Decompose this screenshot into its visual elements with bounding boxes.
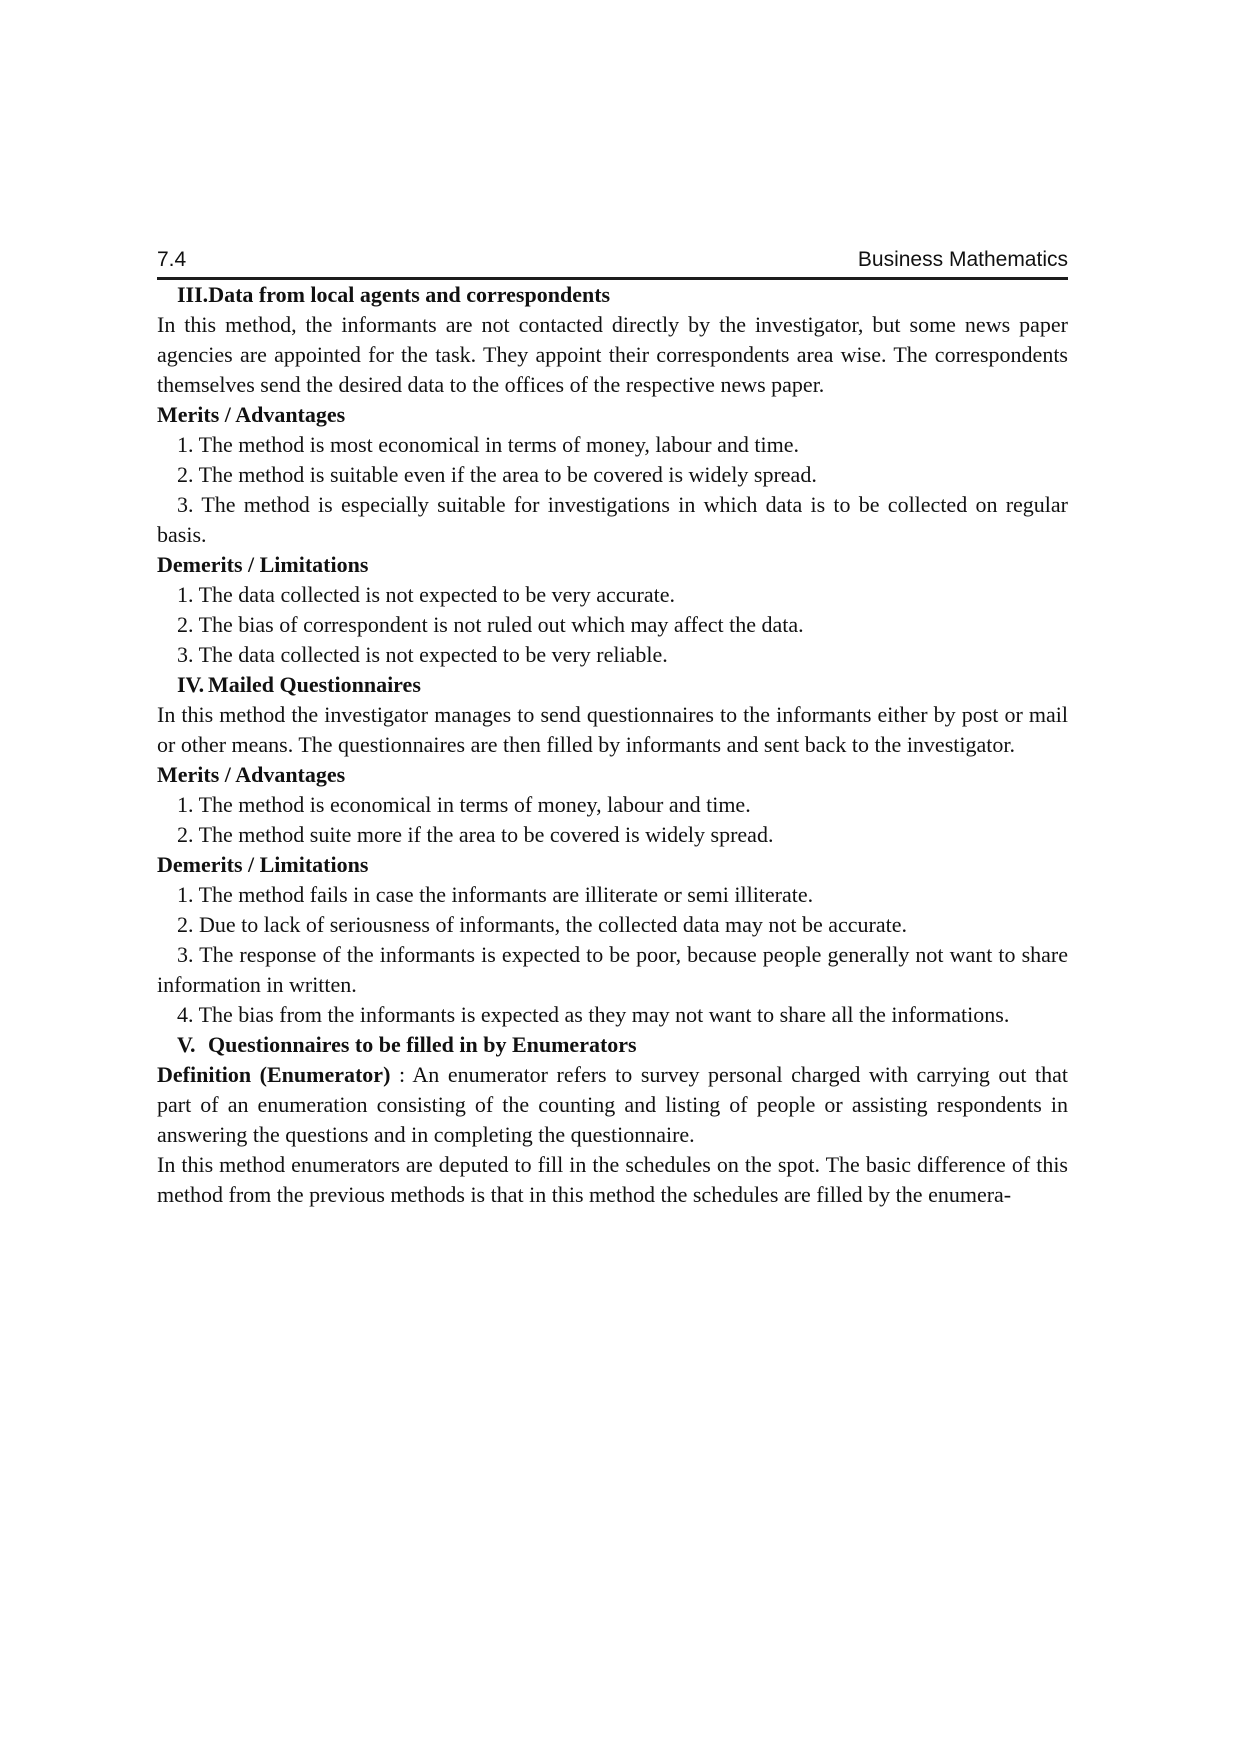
section-title: Questionnaires to be filled in by Enumerators [208, 1032, 637, 1057]
list-item: 3. The method is especially suitable for investigations in which data is to be collected on regular basis. [157, 492, 1068, 547]
section-numeral: III. [177, 282, 209, 307]
paragraph [157, 1060, 1068, 1150]
list-item: 2. The bias of correspondent is not ruled out which may affect the data. [177, 612, 804, 637]
page-number: 7.4 [157, 248, 187, 271]
subheading: Demerits / Limitations [157, 552, 369, 577]
definition-separator: : [390, 1062, 413, 1087]
subheading: Demerits / Limitations [157, 852, 369, 877]
section-heading [157, 280, 1068, 310]
section-heading [157, 670, 1068, 700]
list-item: 1. The method fails in case the informants are illiterate or semi illiterate. [177, 882, 814, 907]
paragraph-text: An enumerator refers to survey personal charged with carrying out that part of an enumeration consisting of the counting and listing of people or assisting respondents in answering the questions and in completing the questionnaire. [157, 1062, 1069, 1147]
list-item: 1. The method is most economical in terms of money, labour and time. [177, 432, 799, 457]
list-item: 3. The response of the informants is expected to be poor, because people generally not want to share information in written. [157, 942, 1068, 997]
section-heading [157, 1030, 1068, 1060]
paragraph: In this method, the informants are not contacted directly by the investigator, but some news paper agencies are appointed for the task. They appoint their correspondents area wise. The correspondents themselves send the desired data to the offices of the respective news paper. [157, 312, 1068, 397]
list-item: 2. The method is suitable even if the area to be covered is widely spread. [177, 462, 817, 487]
document-content [157, 280, 1068, 1210]
definition-term: Definition (Enumerator) [157, 1062, 391, 1087]
subheading: Merits / Advantages [157, 762, 346, 787]
paragraph: In this method the investigator manages to send questionnaires to the informants either by post or mail or other means. The questionnaires are then filled by informants and sent back to the investigator. [157, 702, 1068, 757]
list-item: 4. The bias from the informants is expected as they may not want to share all the informations. [177, 1002, 1010, 1027]
section-title: Mailed Questionnaires [208, 672, 421, 697]
section-numeral: IV. [177, 672, 205, 697]
subheading: Merits / Advantages [157, 402, 346, 427]
book-title: Business Mathematics [857, 248, 1068, 271]
list-item: 2. The method suite more if the area to be covered is widely spread. [177, 822, 774, 847]
section-title: Data from local agents and correspondents [208, 282, 611, 307]
running-head [157, 248, 1068, 280]
paragraph: In this method enumerators are deputed to fill in the schedules on the spot. The basic difference of this method from the previous methods is that in this method the schedules are filled by the enumera- [157, 1152, 1068, 1207]
list-item: 1. The data collected is not expected to be very accurate. [177, 582, 676, 607]
text-block [157, 248, 1068, 1210]
list-item: 2. Due to lack of seriousness of informants, the collected data may not be accurate. [177, 912, 908, 937]
list-item: 1. The method is economical in terms of money, labour and time. [177, 792, 751, 817]
list-item: 3. The data collected is not expected to be very reliable. [177, 642, 668, 667]
section-numeral: V. [177, 1032, 196, 1057]
